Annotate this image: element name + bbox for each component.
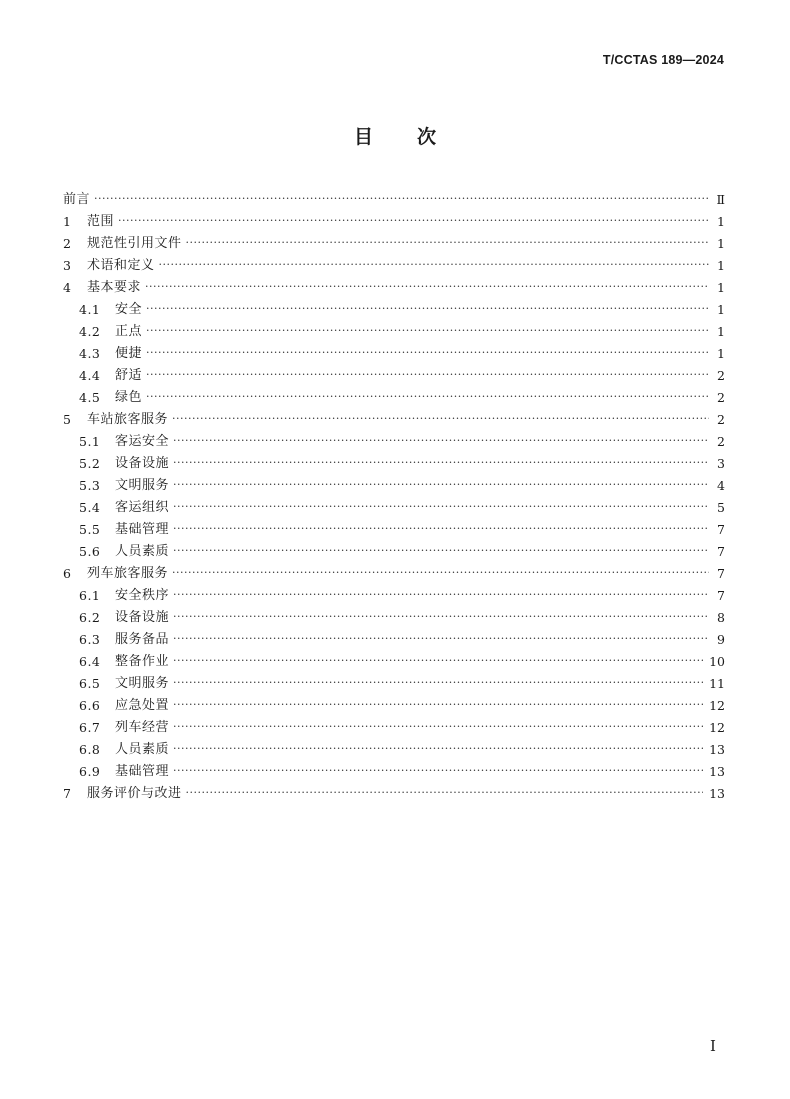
toc-entry-title: 范围 <box>87 214 115 229</box>
toc-entry-page: 7 <box>717 522 725 537</box>
toc-entry-title: 整备作业 <box>115 654 170 669</box>
toc-entry[interactable] <box>63 255 725 277</box>
toc-entry-title: 绿色 <box>115 390 143 405</box>
toc-entry[interactable] <box>63 277 725 299</box>
toc-entry-number: 3 <box>63 258 72 273</box>
toc-entry-title: 应急处置 <box>115 698 170 713</box>
toc-entry-title: 安全秩序 <box>115 588 170 603</box>
toc-entry-number: 6.4 <box>79 654 101 669</box>
toc-entry-title: 安全 <box>115 302 143 317</box>
toc-entry-number: 5.4 <box>79 500 101 515</box>
toc-dot-leader <box>146 299 709 321</box>
toc-dot-leader <box>173 717 703 739</box>
table-of-contents <box>63 189 725 805</box>
toc-dot-leader <box>173 607 709 629</box>
toc-entry-number: 4.1 <box>79 302 101 317</box>
toc-entry-title: 列车旅客服务 <box>87 566 169 581</box>
toc-entry-title: 设备设施 <box>115 456 170 471</box>
toc-entry-title: 基本要求 <box>87 280 142 295</box>
page-title <box>0 122 790 149</box>
toc-entry-title: 术语和定义 <box>87 258 155 273</box>
toc-entry-page: 1 <box>717 302 725 317</box>
toc-entry-title: 便捷 <box>115 346 143 361</box>
toc-entry-title: 基础管理 <box>115 764 170 779</box>
toc-entry[interactable] <box>63 365 725 387</box>
toc-entry-number: 4 <box>63 280 72 295</box>
toc-entry-number: 6.2 <box>79 610 101 625</box>
toc-entry[interactable] <box>63 233 725 255</box>
toc-entry-title: 服务备品 <box>115 632 170 647</box>
toc-entry[interactable] <box>63 453 725 475</box>
toc-entry-page: 4 <box>717 478 725 493</box>
toc-entry[interactable] <box>63 717 725 739</box>
toc-entry-number: 4.5 <box>79 390 101 405</box>
toc-entry-number: 5 <box>63 412 72 427</box>
toc-entry-page: 10 <box>709 654 725 669</box>
toc-dot-leader <box>146 321 709 343</box>
toc-entry-number: 5.3 <box>79 478 101 493</box>
toc-entry[interactable] <box>63 431 725 453</box>
toc-entry-page: 2 <box>717 390 725 405</box>
toc-entry-number: 5.6 <box>79 544 101 559</box>
toc-entry-page: 2 <box>717 434 725 449</box>
toc-entry-page: 12 <box>709 720 725 735</box>
toc-entry-page: 5 <box>717 500 725 515</box>
toc-entry-title: 正点 <box>115 324 143 339</box>
toc-dot-leader <box>173 519 709 541</box>
toc-dot-leader <box>173 585 709 607</box>
toc-entry[interactable] <box>63 497 725 519</box>
toc-entry-page: 3 <box>717 456 725 471</box>
toc-entry-page: 7 <box>717 566 725 581</box>
toc-entry-number: 6.1 <box>79 588 101 603</box>
toc-dot-leader <box>173 453 709 475</box>
toc-entry-number: 5.5 <box>79 522 101 537</box>
toc-dot-leader <box>173 431 709 453</box>
document-code: T/CCTAS 189—2024 <box>602 53 724 67</box>
toc-entry[interactable] <box>63 321 725 343</box>
toc-entry-title: 人员素质 <box>115 544 170 559</box>
title-part-2: 次 <box>417 126 437 148</box>
toc-entry-page: 13 <box>709 742 725 757</box>
toc-entry[interactable] <box>63 585 725 607</box>
toc-dot-leader <box>145 277 709 299</box>
toc-entry-title: 规范性引用文件 <box>87 236 182 251</box>
toc-entry-page: 9 <box>717 632 725 647</box>
toc-dot-leader <box>146 387 709 409</box>
toc-entry-title: 文明服务 <box>115 478 170 493</box>
toc-entry-title: 列车经营 <box>115 720 170 735</box>
toc-entry-number: 6.6 <box>79 698 101 713</box>
toc-entry-number: 1 <box>63 214 72 229</box>
toc-entry-number: 6.8 <box>79 742 101 757</box>
toc-entry-page: 7 <box>717 544 725 559</box>
toc-dot-leader <box>173 673 703 695</box>
toc-entry-title: 设备设施 <box>115 610 170 625</box>
toc-entry-page: 1 <box>717 324 725 339</box>
toc-entry-number: 7 <box>63 786 72 801</box>
toc-dot-leader <box>146 343 709 365</box>
toc-entry[interactable] <box>63 299 725 321</box>
toc-entry-title: 客运安全 <box>115 434 170 449</box>
toc-entry[interactable] <box>63 607 725 629</box>
toc-entry[interactable] <box>63 761 725 783</box>
toc-dot-leader <box>173 651 703 673</box>
toc-dot-leader <box>118 211 709 233</box>
toc-entry-page: 8 <box>717 610 725 625</box>
toc-entry-page: 1 <box>717 236 725 251</box>
toc-entry-page: 7 <box>717 588 725 603</box>
toc-entry-page: 13 <box>709 764 725 779</box>
title-part-1: 目 <box>353 126 373 148</box>
toc-entry-page: 12 <box>709 698 725 713</box>
toc-entry-number: 4.2 <box>79 324 101 339</box>
toc-entry-number: 6 <box>63 566 72 581</box>
toc-entry[interactable] <box>63 563 725 585</box>
toc-entry[interactable] <box>63 651 725 673</box>
toc-entry-page: 2 <box>717 368 725 383</box>
toc-entry-title: 车站旅客服务 <box>87 412 169 427</box>
toc-entry-page: Ⅱ <box>716 192 725 207</box>
toc-entry-title: 服务评价与改进 <box>87 786 182 801</box>
toc-dot-leader <box>172 409 709 431</box>
toc-dot-leader <box>159 255 709 277</box>
toc-dot-leader <box>186 783 704 805</box>
toc-entry[interactable] <box>63 695 725 717</box>
toc-dot-leader <box>186 233 709 255</box>
toc-entry[interactable] <box>63 783 725 805</box>
toc-dot-leader <box>173 541 709 563</box>
toc-entry-page: 2 <box>717 412 725 427</box>
toc-entry-number: 4.4 <box>79 368 101 383</box>
toc-entry[interactable] <box>63 541 725 563</box>
toc-entry-page: 1 <box>717 346 725 361</box>
toc-dot-leader <box>94 189 709 211</box>
toc-entry-title: 文明服务 <box>115 676 170 691</box>
toc-entry[interactable] <box>63 211 725 233</box>
toc-entry-page: 1 <box>717 258 725 273</box>
toc-entry-number: 6.7 <box>79 720 101 735</box>
toc-entry[interactable] <box>63 673 725 695</box>
toc-entry-number: 6.3 <box>79 632 101 647</box>
toc-entry[interactable] <box>63 409 725 431</box>
toc-dot-leader <box>172 563 709 585</box>
toc-dot-leader <box>146 365 709 387</box>
toc-entry[interactable] <box>63 629 725 651</box>
toc-entry[interactable] <box>63 739 725 761</box>
toc-dot-leader <box>173 497 709 519</box>
toc-dot-leader <box>173 629 709 651</box>
toc-entry-title: 客运组织 <box>115 500 170 515</box>
toc-entry-title: 人员素质 <box>115 742 170 757</box>
toc-dot-leader <box>173 695 703 717</box>
toc-entry-number: 6.9 <box>79 764 101 779</box>
toc-entry-page: 11 <box>709 676 725 691</box>
toc-entry[interactable] <box>63 519 725 541</box>
toc-entry-title: 前言 <box>63 192 91 207</box>
toc-entry-number: 6.5 <box>79 676 101 691</box>
toc-dot-leader <box>173 761 703 783</box>
toc-entry-number: 5.1 <box>79 434 101 449</box>
toc-entry-page: 1 <box>717 280 725 295</box>
toc-entry-number: 5.2 <box>79 456 101 471</box>
toc-entry-page: 1 <box>717 214 725 229</box>
toc-dot-leader <box>173 475 709 497</box>
toc-entry-title: 基础管理 <box>115 522 170 537</box>
toc-entry-number: 2 <box>63 236 72 251</box>
toc-dot-leader <box>173 739 703 761</box>
page-number: I <box>710 1037 716 1055</box>
toc-entry-title: 舒适 <box>115 368 143 383</box>
toc-entry[interactable] <box>63 189 725 211</box>
toc-entry-page: 13 <box>709 786 725 801</box>
toc-entry-number: 4.3 <box>79 346 101 361</box>
toc-entry[interactable] <box>63 343 725 365</box>
toc-entry[interactable] <box>63 387 725 409</box>
toc-entry[interactable] <box>63 475 725 497</box>
